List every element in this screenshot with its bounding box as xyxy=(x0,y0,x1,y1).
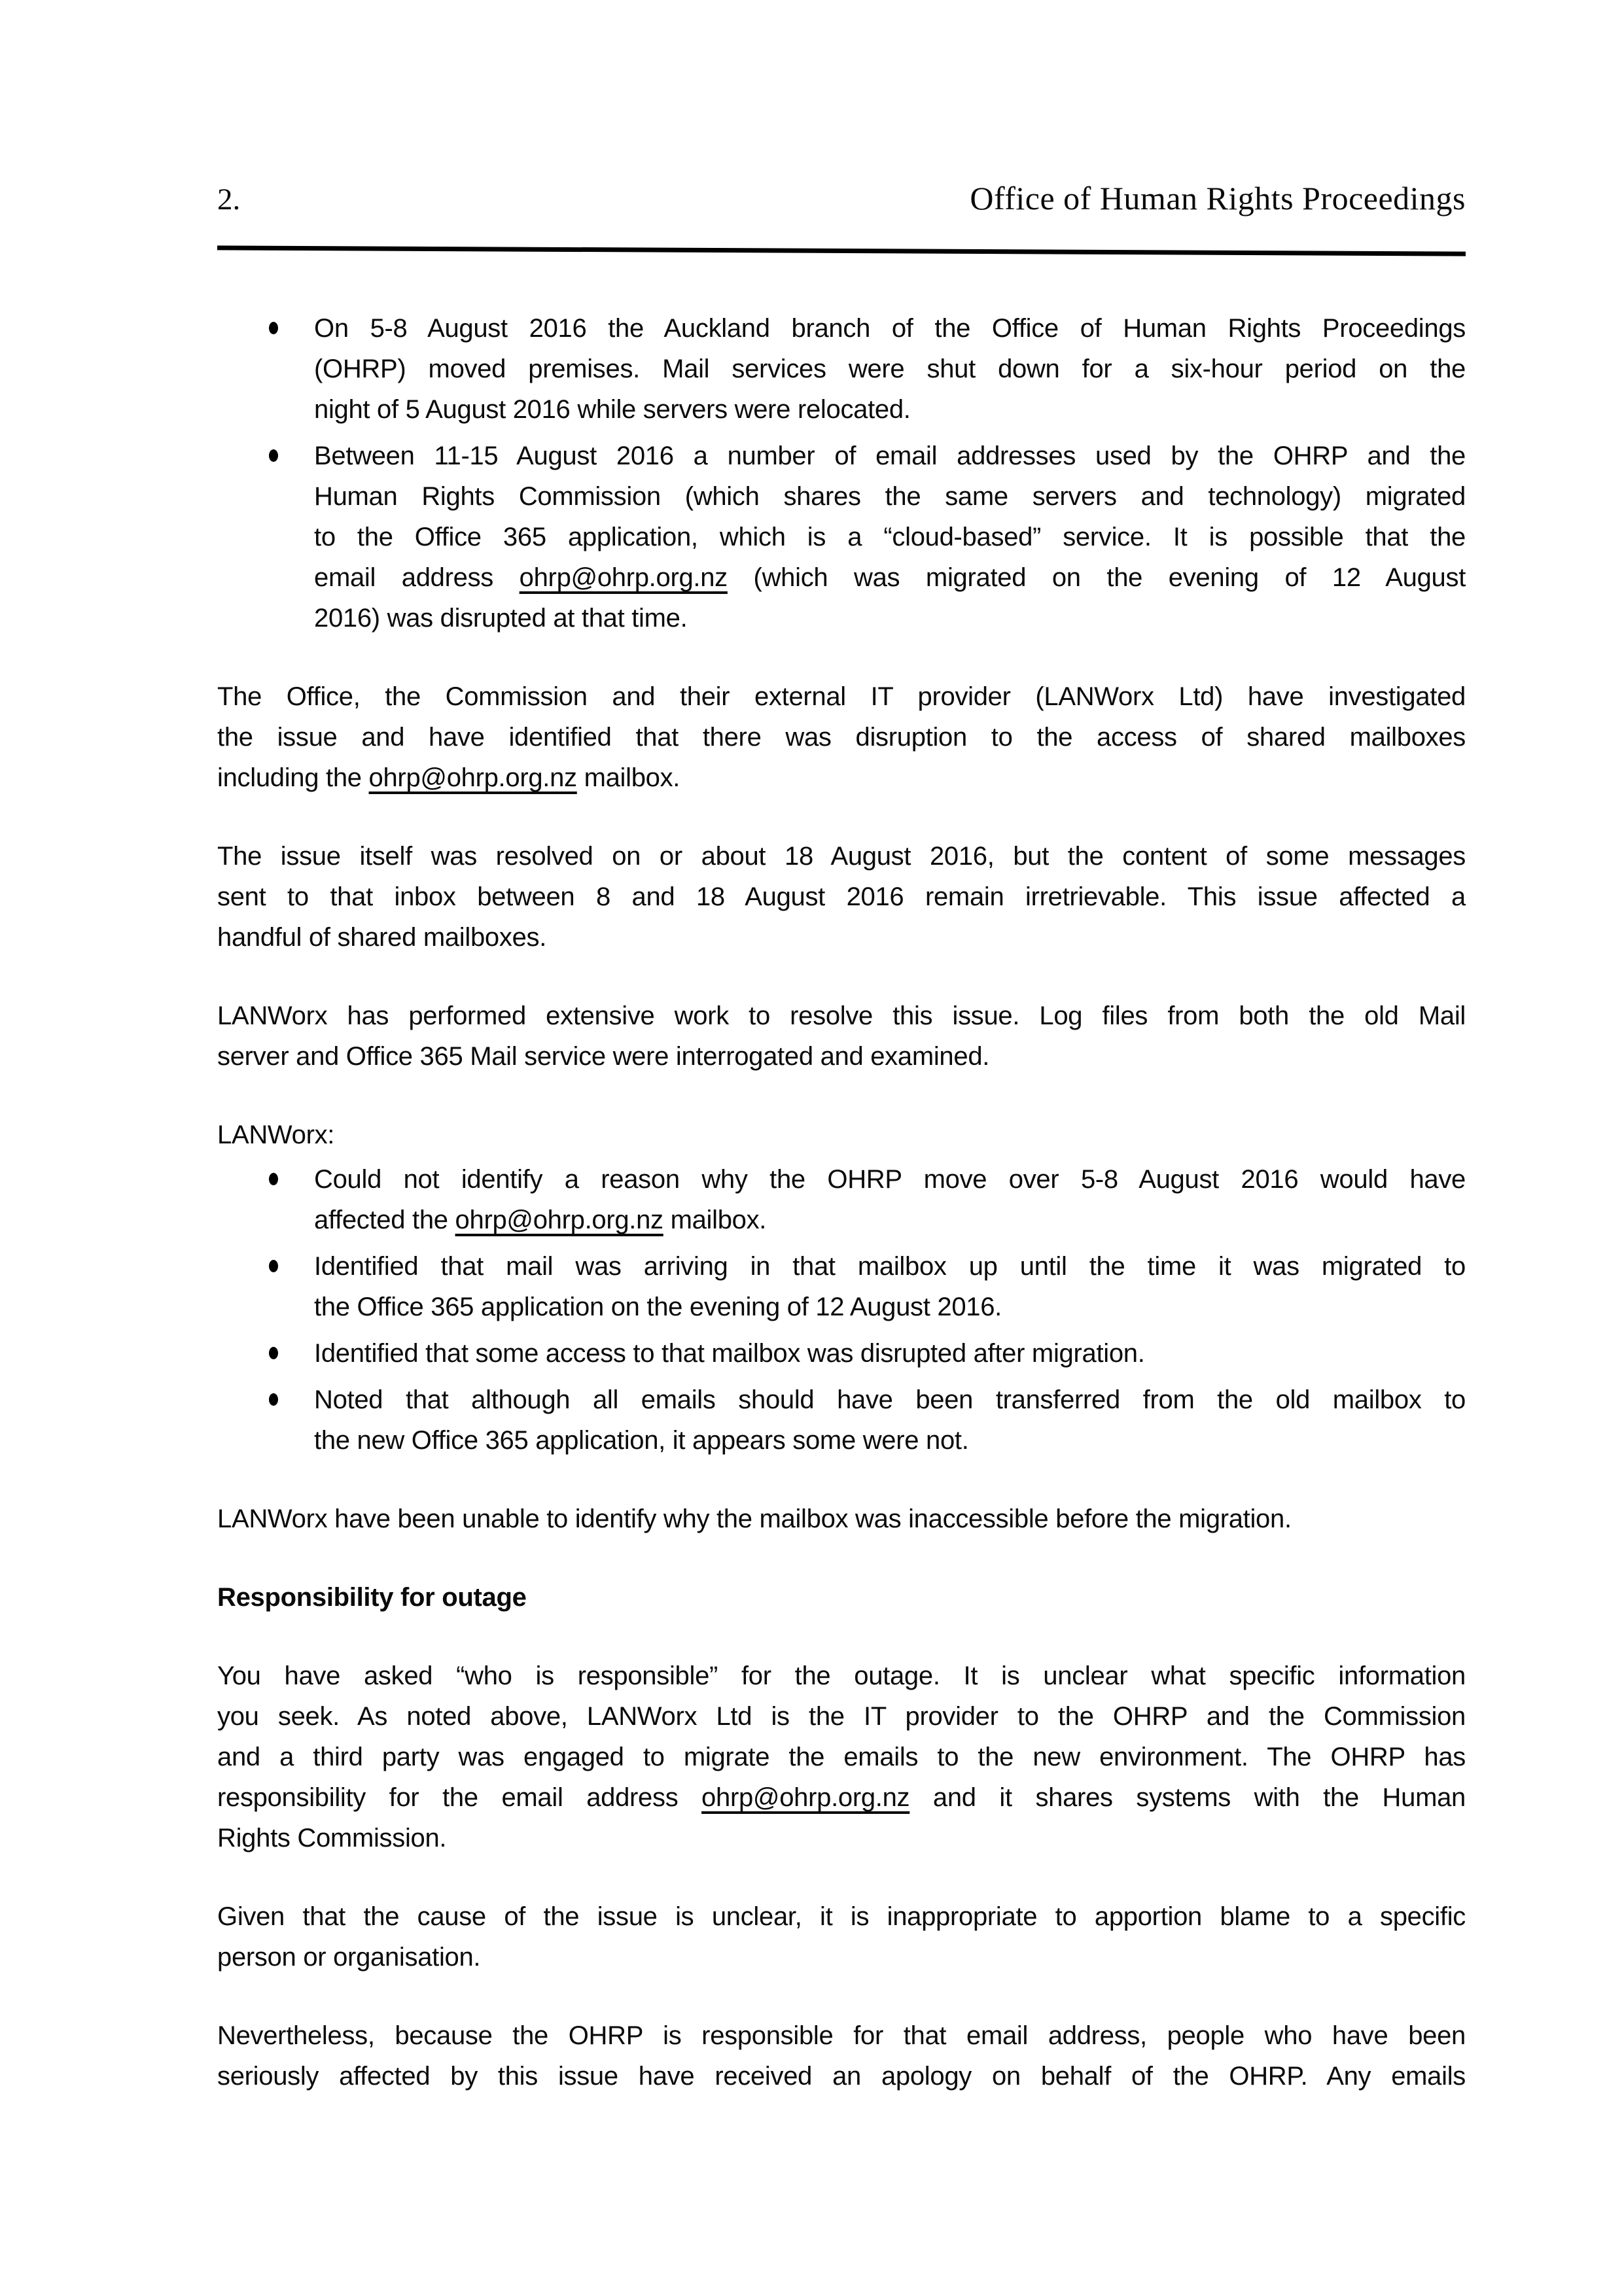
text-line: person or organisation. xyxy=(217,1943,481,1972)
text-line xyxy=(217,1777,1466,1818)
text-line: Human Rights Commission (which shares the same servers and technology) migrated xyxy=(314,482,1466,511)
text-line: LANWorx has performed extensive work to resolve this issue. Log files from both the old Mail xyxy=(217,1001,1466,1030)
page-number: 2. xyxy=(217,183,241,217)
text-line xyxy=(314,1200,1466,1240)
text-segment: (which was migrated on the evening of 12 August xyxy=(727,563,1466,592)
text-line: the Office 365 application on the evening of 12 August 2016. xyxy=(314,1293,1002,1321)
text-line: to the Office 365 application, which is a “cloud-based” service. It is possible that the xyxy=(314,523,1466,551)
text-segment: and it shares systems with the Human xyxy=(909,1783,1466,1812)
list-item xyxy=(217,1246,1466,1327)
paragraph-apology xyxy=(217,2015,1466,2096)
bullet-icon xyxy=(269,322,278,334)
bullet-list-events xyxy=(217,308,1466,638)
text-line: night of 5 August 2016 while servers were relocated. xyxy=(314,395,911,424)
bullet-icon xyxy=(269,1347,278,1359)
paragraph-responsible xyxy=(217,1656,1466,1858)
email-link: ohrp@ohrp.org.nz xyxy=(455,1206,663,1234)
page-header xyxy=(217,178,1466,220)
text-line: Identified that mail was arriving in that mailbox up until the time it was migrated to xyxy=(314,1252,1466,1281)
header-title: Office of Human Rights Proceedings xyxy=(970,180,1466,217)
text-line: LANWorx have been unable to identify why the mailbox was inaccessible before the migration. xyxy=(217,1505,1292,1533)
paragraph-blame xyxy=(217,1896,1466,1977)
email-link: ohrp@ohrp.org.nz xyxy=(519,563,728,592)
text-line xyxy=(314,557,1466,598)
text-line: 2016) was disrupted at that time. xyxy=(314,604,688,633)
paragraph-unable xyxy=(217,1499,1466,1539)
list-item xyxy=(217,308,1466,430)
email-link: ohrp@ohrp.org.nz xyxy=(701,1783,910,1812)
document-body xyxy=(217,308,1466,2096)
text-line: You have asked “who is responsible” for the outage. It is unclear what specific information xyxy=(217,1661,1466,1690)
bullet-icon xyxy=(269,449,278,462)
text-segment: including the xyxy=(217,763,369,792)
text-segment: mailbox. xyxy=(663,1206,767,1234)
text-line: and a third party was engaged to migrate the emails to the new environment. The OHRP has xyxy=(217,1743,1466,1771)
bullet-icon xyxy=(269,1393,278,1406)
text-line: LANWorx: xyxy=(217,1121,335,1149)
text-line: Rights Commission. xyxy=(217,1824,447,1852)
bullet-icon xyxy=(269,1260,278,1272)
text-line xyxy=(217,757,1466,798)
text-line: seriously affected by this issue have received an apology on behalf of the OHRP. Any emails xyxy=(217,2062,1466,2091)
text-line: the new Office 365 application, it appears some were not. xyxy=(314,1426,969,1455)
text-line: handful of shared mailboxes. xyxy=(217,923,547,952)
text-line: On 5-8 August 2016 the Auckland branch of the Office of Human Rights Proceedings xyxy=(314,314,1466,343)
bullet-list-lanworx-findings xyxy=(217,1159,1466,1461)
list-item xyxy=(217,1380,1466,1461)
text-line: The Office, the Commission and their external IT provider (LANWorx Ltd) have investigated xyxy=(217,682,1466,711)
paragraph-investigated xyxy=(217,676,1466,798)
section-heading-responsibility xyxy=(217,1577,1466,1618)
bullet-icon xyxy=(269,1173,278,1185)
header-divider-rule xyxy=(217,245,1466,256)
list-item xyxy=(217,1333,1466,1374)
paragraph-lanworx-work xyxy=(217,996,1466,1077)
paragraph-lanworx-label xyxy=(217,1115,1466,1155)
text-segment: mailbox. xyxy=(576,763,680,792)
text-line: Responsibility for outage xyxy=(217,1583,527,1612)
text-line: The issue itself was resolved on or about 18 August 2016, but the content of some messages xyxy=(217,842,1466,871)
list-item xyxy=(217,1159,1466,1240)
text-line: the issue and have identified that there was disruption to the access of shared mailboxes xyxy=(217,723,1466,752)
email-link: ohrp@ohrp.org.nz xyxy=(368,763,577,792)
text-segment: affected the xyxy=(314,1206,455,1234)
text-line: Nevertheless, because the OHRP is responsible for that email address, people who have been xyxy=(217,2021,1466,2050)
text-line: sent to that inbox between 8 and 18 August 2016 remain irretrievable. This issue affected a xyxy=(217,882,1466,911)
text-line: (OHRP) moved premises. Mail services were shut down for a six-hour period on the xyxy=(314,355,1466,383)
text-segment: email address xyxy=(314,563,520,592)
text-line: Could not identify a reason why the OHRP move over 5-8 August 2016 would have xyxy=(314,1165,1466,1194)
page-content xyxy=(217,178,1466,2134)
text-line: Given that the cause of the issue is unclear, it is inappropriate to apportion blame to a specific xyxy=(217,1902,1466,1931)
paragraph-resolved xyxy=(217,836,1466,958)
text-line: Identified that some access to that mailbox was disrupted after migration. xyxy=(314,1339,1145,1368)
text-line: server and Office 365 Mail service were interrogated and examined. xyxy=(217,1042,990,1071)
text-line: you seek. As noted above, LANWorx Ltd is the IT provider to the OHRP and the Commission xyxy=(217,1702,1466,1731)
text-line: Noted that although all emails should have been transferred from the old mailbox to xyxy=(314,1385,1466,1414)
text-segment: responsibility for the email address xyxy=(217,1783,702,1812)
list-item xyxy=(217,436,1466,638)
text-line: Between 11-15 August 2016 a number of email addresses used by the OHRP and the xyxy=(314,442,1466,470)
